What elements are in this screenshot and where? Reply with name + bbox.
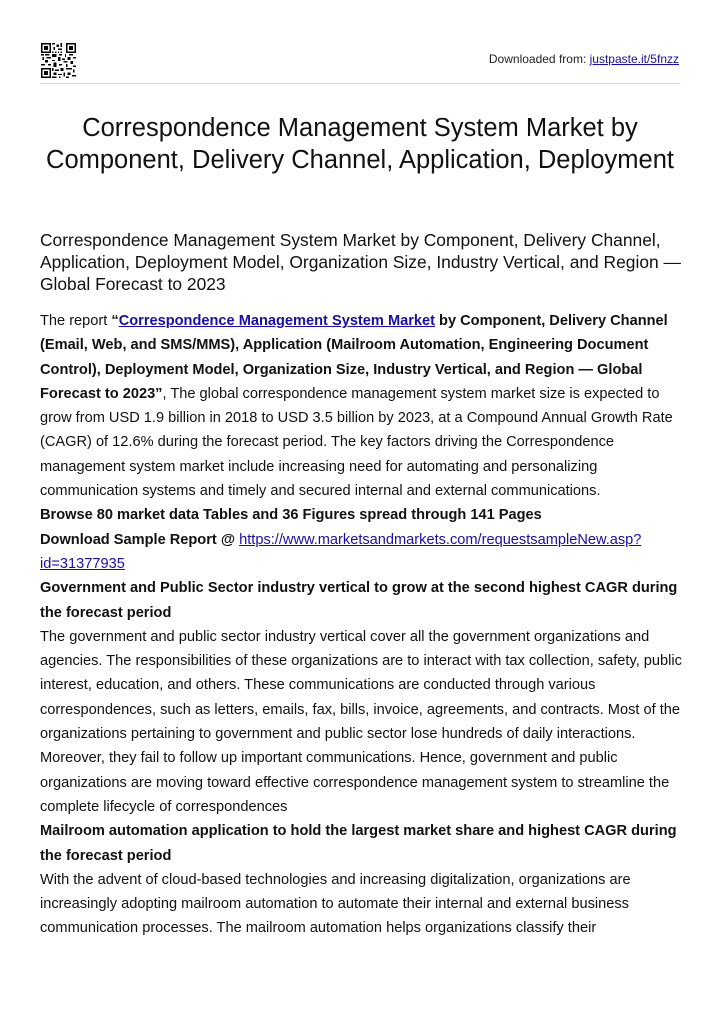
sample-line	[40, 528, 686, 577]
report-link[interactable]: Correspondence Management System Market	[118, 313, 435, 329]
browse-line	[40, 503, 686, 527]
intro-paragraph	[40, 309, 686, 503]
article-body	[40, 309, 686, 941]
report-title-rest: by Component, Delivery Channel (Email, Web, and SMS/MMS), Application (Mailroom Automation, Engineering Document Control), Deployment Model, Organization Size, Industry Vertical, and Region — Global Forecast to 2023”	[40, 313, 668, 402]
sample-report-link[interactable]: https://www.marketsandmarkets.com/requestsampleNew.asp?id=31377935	[40, 531, 642, 572]
section-heading-government: Government and Public Sector industry vertical to grow at the second highest CAGR during the forecast period	[40, 580, 678, 621]
section-heading-mailroom: Mailroom automation application to hold the largest market share and highest CAGR during the forecast period	[40, 823, 677, 864]
intro-lead: The report	[40, 313, 112, 329]
download-label: Downloaded from:	[488, 52, 590, 66]
section-heading	[40, 576, 686, 625]
open-quote: “	[111, 313, 119, 329]
download-source-line	[489, 52, 679, 66]
browse-text: Browse 80 market data Tables and 36 Figures spread through 141 Pages	[40, 507, 542, 524]
section-heading	[40, 819, 686, 868]
section-paragraph-government: The government and public sector industry vertical cover all the government organizations and agencies. The responsibilities of these organizations are to interact with tax collection, safety, public interest, education, and others. These communications are conducted through various correspondences, such as letters, emails, fax, bills, invoice, agreements, and contracts. Most of the organizations pertaining to government and public sector lose hundreds of daily interactions. Moreover, they fail to follow up important communications. Hence, government and public organizations are moving toward effective correspondence management system to streamline the complete lifecycle of correspondences	[40, 628, 682, 815]
intro-text: , The global correspondence management system market size is expected to grow from USD 1.9 billion in 2018 to USD 3.5 billion by 2023, at a Compound Annual Growth Rate (CAGR) of 12.6% during the forecast period. The key factors driving the Correspondence management system market include increasing need for automating and personalizing communication systems and timely and secured internal and external communications.	[40, 385, 673, 500]
document-title: Correspondence Management System Market by Component, Delivery Channel, Application, Deployment	[46, 114, 674, 174]
section-paragraph-mailroom: With the advent of cloud-based technologies and increasing digitalization, organizations are increasingly adopting mailroom automation to automate their internal and external business communication processes. The mailroom automation helps organizations classify their	[40, 871, 631, 937]
sample-label: Download Sample Report @	[40, 531, 240, 548]
qr-code-icon	[41, 43, 76, 78]
document-subtitle: Correspondence Management System Market by Component, Delivery Channel, Application, Deployment Model, Organization Size, Industry Vertical, and Region — Global Forecast to 2023	[40, 230, 681, 294]
source-link[interactable]: justpaste.it/5fnzz	[589, 52, 679, 66]
header-divider	[40, 83, 680, 84]
